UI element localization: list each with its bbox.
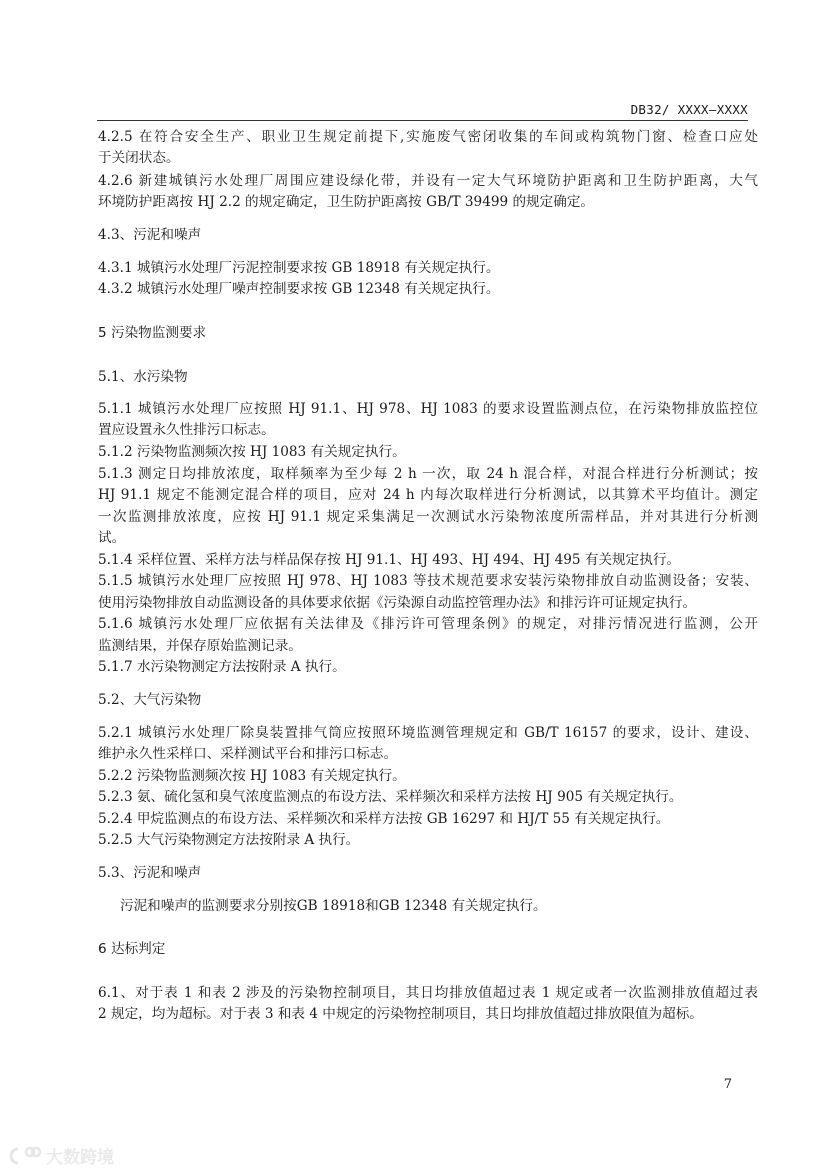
section-5-heading: 5 污染物监测要求 xyxy=(98,325,207,341)
watermark-text: 大数跨境 xyxy=(46,1148,114,1168)
section-4-3-heading: 4.3、污泥和噪声 xyxy=(98,227,202,243)
clause-5-1-5: 5.1.5 城镇污水处理厂应按照 HJ 978、HJ 1083 等技术规范要求安装污染物排放自动监测设备；安装、 xyxy=(98,573,758,589)
clause-5-1-6: 5.1.6 城镇污水处理厂应依据有关法律及《排污许可管理条例》的规定，对排污情况进行监测，公开 xyxy=(98,616,758,632)
clause-5-1-1: 5.1.1 城镇污水处理厂应按照 HJ 91.1、HJ 978、HJ 1083 的要求设置监测点位，在污染物排放监控位 xyxy=(98,401,758,417)
page-number: 7 xyxy=(723,1077,732,1092)
section-5-1-heading: 5.1、水污染物 xyxy=(98,369,188,385)
clause-4-2-5: 4.2.5 在符合安全生产、职业卫生规定前提下,实施废气密闭收集的车间或构筑物门窗、检查口应处 xyxy=(98,129,758,145)
clause-5-2-3: 5.2.3 氨、硫化氢和臭气浓度监测点的布设方法、采样频次和采样方法按 HJ 905 有关规定执行。 xyxy=(98,789,683,805)
clause-5-3-text: 污泥和噪声的监测要求分别按GB 18918和GB 12348 有关规定执行。 xyxy=(120,898,547,914)
section-5-2-heading: 5.2、大气污染物 xyxy=(98,692,202,708)
clause-5-1-1-cont: 置应设置永久性排污口标志。 xyxy=(98,422,275,438)
watermark xyxy=(8,1143,114,1168)
clause-4-2-6-cont: 环境防护距离按 HJ 2.2 的规定确定，卫生防护距离按 GB/T 39499 的规定确定。 xyxy=(98,194,595,210)
clause-5-2-4: 5.2.4 甲烷监测点的布设方法、采样频次和采样方法按 GB 16297 和 HJ/T 55 有关规定执行。 xyxy=(98,811,670,827)
clause-5-2-5: 5.2.5 大气污染物测定方法按附录 A 执行。 xyxy=(98,832,360,848)
clause-4-2-5-cont: 于关闭状态。 xyxy=(98,150,180,166)
clause-4-3-2: 4.3.2 城镇污水处理厂噪声控制要求按 GB 12348 有关规定执行。 xyxy=(98,281,500,297)
section-6-heading: 6 达标判定 xyxy=(98,941,166,957)
clause-5-1-5-cont: 使用污染物排放自动监测设备的具体要求依据《污染源自动监控管理办法》和排污许可证规定执行。 xyxy=(98,595,697,611)
clause-5-1-3: 5.1.3 测定日均排放浓度，取样频率为至少每 2 h 一次，取 24 h 混合样，对混合样进行分析测试；按 xyxy=(98,466,758,482)
clause-4-3-1: 4.3.1 城镇污水处理厂污泥控制要求按 GB 18918 有关规定执行。 xyxy=(98,260,500,276)
section-5-3-heading: 5.3、污泥和噪声 xyxy=(98,865,202,881)
clause-5-1-4: 5.1.4 采样位置、采样方法与样品保存按 HJ 91.1、HJ 493、HJ 494、HJ 495 有关规定执行。 xyxy=(98,552,681,568)
clause-6-1: 6.1、对于表 1 和表 2 涉及的污染物控制项目，其日均排放值超过表 1 规定或者一次监测排放值超过表 xyxy=(98,985,758,1001)
watermark-logo-icon xyxy=(8,1146,42,1166)
clause-5-1-3-cont-1: HJ 91.1 规定不能测定混合样的项目，应对 24 h 内每次取样进行分析测试，以其算术平均值计。测定 xyxy=(98,487,758,503)
header-rule xyxy=(97,120,748,121)
clause-5-2-2: 5.2.2 污染物监测频次按 HJ 1083 有关规定执行。 xyxy=(98,768,406,784)
clause-5-1-3-cont-2: 一次监测排放浓度，应按 HJ 91.1 规定采集满足一次测试水污染物浓度所需样品，并对其进行分析测 xyxy=(98,509,758,525)
clause-5-1-6-cont: 监测结果，并保存原始监测记录。 xyxy=(98,638,302,654)
document-code: DB32/ XXXX—XXXX xyxy=(630,102,748,117)
clause-5-1-2: 5.1.2 污染物监测频次按 HJ 1083 有关规定执行。 xyxy=(98,444,406,460)
clause-5-2-1-cont: 维护永久性采样口、采样测试平台和排污口标志。 xyxy=(98,746,398,762)
clause-5-2-1: 5.2.1 城镇污水处理厂除臭装置排气筒应按照环境监测管理规定和 GB/T 16157 的要求，设计、建设、 xyxy=(98,725,758,741)
clause-4-2-6: 4.2.6 新建城镇污水处理厂周围应建设绿化带，并设有一定大气环境防护距离和卫生防护距离，大气 xyxy=(98,173,758,189)
clause-5-1-3-cont-3: 试。 xyxy=(98,530,126,546)
clause-6-1-cont: 2 规定，均为超标。对于表 3 和表 4 中规定的污染物控制项目，其日均排放值超过排放限值为超标。 xyxy=(98,1006,703,1022)
clause-5-1-7: 5.1.7 水污染物测定方法按附录 A 执行。 xyxy=(98,659,346,675)
